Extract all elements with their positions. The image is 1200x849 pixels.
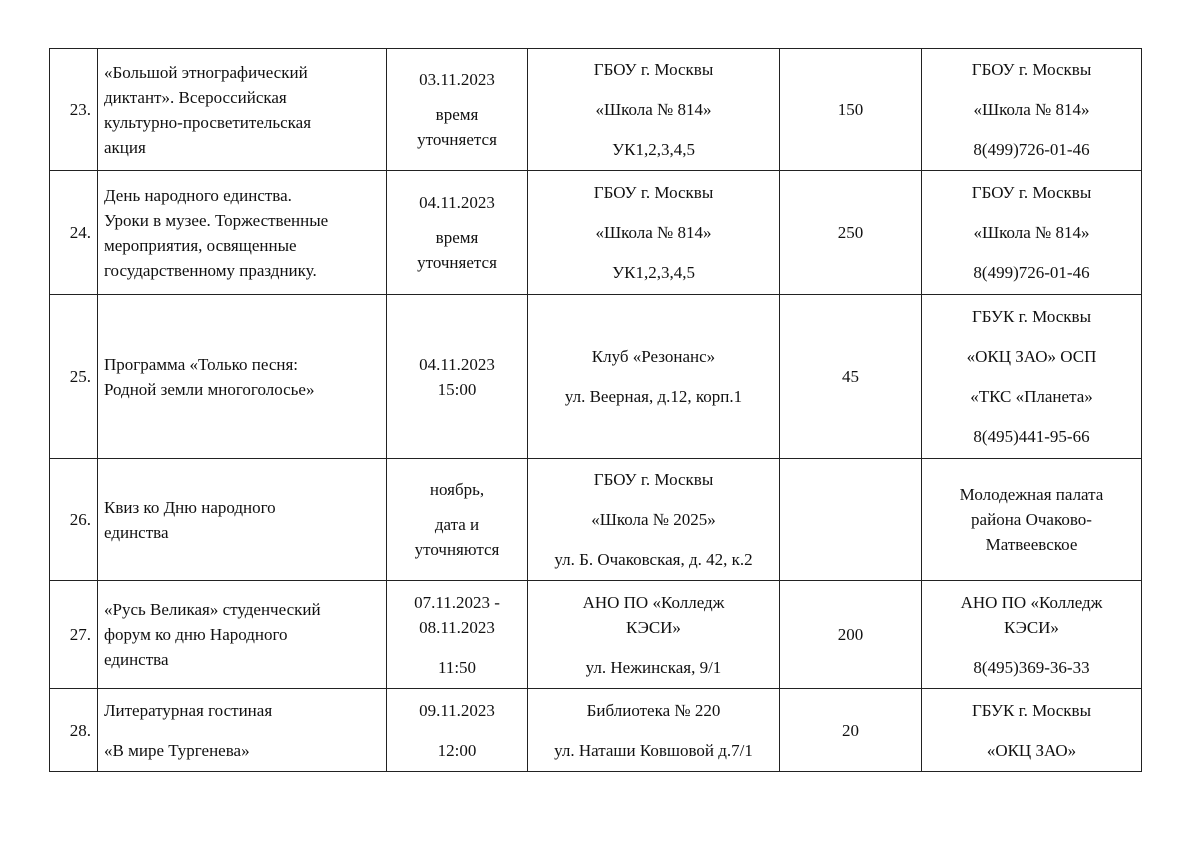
row-number: 25. [50,295,98,459]
row-number: 24. [50,171,98,295]
event-place: АНО ПО «Колледж КЭСИ» ул. Нежинская, 9/1 [528,581,780,689]
table-row [50,171,1142,295]
table-row [50,581,1142,689]
event-place: ГБОУ г. Москвы «Школа № 814» УК1,2,3,4,5 [528,49,780,171]
events-table [49,48,1142,772]
participants-count: 20 [780,689,922,772]
organizer: ГБОУ г. Москвы «Школа № 814» 8(499)726-01-46 [922,171,1142,295]
table-row [50,295,1142,459]
event-title: «Русь Великая» студенческий форум ко дню Народного единства [98,581,387,689]
row-number: 26. [50,459,98,581]
participants-count: 150 [780,49,922,171]
event-place: Клуб «Резонанс» ул. Веерная, д.12, корп.1 [528,295,780,459]
row-number: 28. [50,689,98,772]
event-title: День народного единства. Уроки в музее. Торжественные мероприятия, освященные государственному празднику. [98,171,387,295]
event-title: Литературная гостиная «В мире Тургенева» [98,689,387,772]
event-place: Библиотека № 220 ул. Наташи Ковшовой д.7/1 [528,689,780,772]
table-row [50,459,1142,581]
table-row [50,49,1142,171]
organizer: АНО ПО «Колледж КЭСИ» 8(495)369-36-33 [922,581,1142,689]
row-number: 27. [50,581,98,689]
event-date: 09.11.2023 12:00 [387,689,528,772]
event-place: ГБОУ г. Москвы «Школа № 814» УК1,2,3,4,5 [528,171,780,295]
organizer: Молодежная палата района Очаково- Матвеевское [922,459,1142,581]
event-date: 04.11.2023 15:00 [387,295,528,459]
event-place: ГБОУ г. Москвы «Школа № 2025» ул. Б. Очаковская, д. 42, к.2 [528,459,780,581]
participants-count: 45 [780,295,922,459]
table-row [50,689,1142,772]
participants-count: 250 [780,171,922,295]
event-date: 07.11.2023 - 08.11.2023 11:50 [387,581,528,689]
participants-count [780,459,922,581]
event-date: ноябрь, дата и уточняются [387,459,528,581]
organizer: ГБУК г. Москвы «ОКЦ ЗАО» [922,689,1142,772]
row-number: 23. [50,49,98,171]
organizer: ГБУК г. Москвы «ОКЦ ЗАО» ОСП «ТКС «Планета» 8(495)441-95-66 [922,295,1142,459]
event-date: 04.11.2023 время уточняется [387,171,528,295]
event-date: 03.11.2023 время уточняется [387,49,528,171]
event-title: Квиз ко Дню народного единства [98,459,387,581]
participants-count: 200 [780,581,922,689]
organizer: ГБОУ г. Москвы «Школа № 814» 8(499)726-01-46 [922,49,1142,171]
event-title: «Большой этнографический диктант». Всероссийская культурно-просветительская акция [98,49,387,171]
event-title: Программа «Только песня: Родной земли многоголосье» [98,295,387,459]
